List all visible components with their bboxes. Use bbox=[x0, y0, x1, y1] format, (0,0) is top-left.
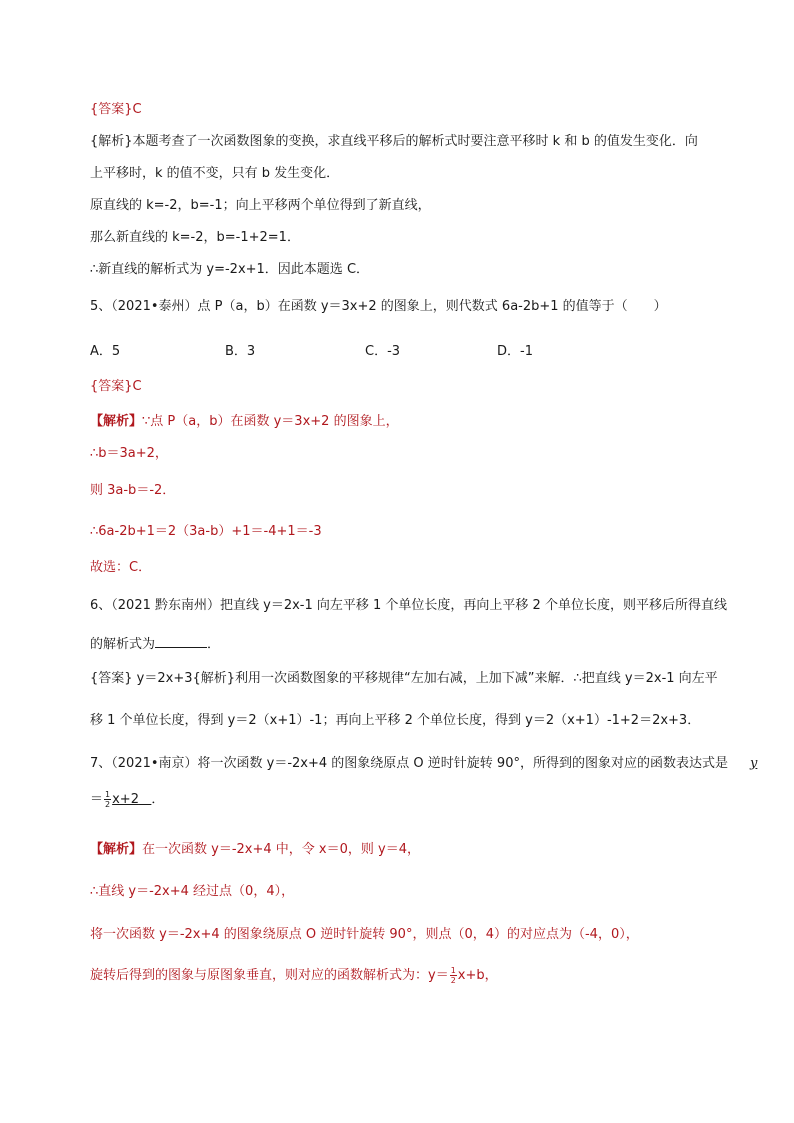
q7-solution-line-4: 旋转后得到的图象与原图象垂直，则对应的函数解析式为：y＝ $\frac{1}{2}$ x+b， bbox=[90, 966, 498, 985]
q5-solution-line-4: ∴6a-2b+1＝2（3a-b）+1＝-4+1＝-3 bbox=[90, 524, 322, 539]
q5-option-b: B．3 bbox=[225, 344, 256, 359]
q5-answer: {答案}C bbox=[90, 379, 142, 394]
q7-stem-line-1: 7、（2021•南京）将一次函数 y＝-2x+4 的图象绕原点 O 逆时针旋转 90°，所得到的图象对应的函数表达式是 y bbox=[90, 756, 758, 771]
q7-solution-line-3: 将一次函数 y＝-2x+4 的图象绕原点 O 逆时针旋转 90°，则点（0，4）的对应点为（-4，0）， bbox=[90, 927, 639, 942]
q4-analysis-line-5: ∴新直线的解析式为 y=-2x+1．因此本题选 C． bbox=[90, 262, 370, 277]
q5-solution-line-5: 故选：C． bbox=[90, 560, 152, 575]
q6-stem-line-1: 6、（2021 黔东南州）把直线 y＝2x-1 向左平移 1 个单位长度，再向上平移 2 个单位长度，则平移后所得直线 bbox=[90, 598, 727, 613]
q4-analysis-line-4: 那么新直线的 k=-2，b=-1+2=1． bbox=[90, 230, 300, 245]
q7-solution-fraction: $\frac{1}{2}$ bbox=[450, 966, 456, 985]
q4-analysis-line-3: 原直线的 k=-2，b=-1；向上平移两个单位得到了新直线， bbox=[90, 198, 431, 213]
q5-solution-label: 【解析】 bbox=[90, 414, 143, 429]
q7-solution-line-1: 【解析】在一次函数 y＝-2x+4 中，令 x＝0，则 y＝4， bbox=[90, 842, 420, 857]
q4-analysis-line-1: {解析}本题考查了一次函数图象的变换，求直线平移后的解析式时要注意平移时 k 和 b 的值发生变化．向 bbox=[90, 134, 698, 149]
q5-solution-line-3: 则 3a-b＝-2． bbox=[90, 483, 176, 498]
q4-answer: {答案}C bbox=[90, 102, 142, 117]
q6-stem-line-2: 的解析式为 ． bbox=[90, 633, 220, 654]
q4-analysis-line-2: 上平移时，k 的值不变，只有 b 发生变化． bbox=[90, 166, 340, 181]
q7-solution-label: 【解析】 bbox=[90, 842, 143, 857]
q7-answer-line: ＝ $\frac{1}{2}$ x+2 ． bbox=[90, 790, 165, 809]
q5-solution-line-1: 【解析】∵点 P（a，b）在函数 y＝3x+2 的图象上， bbox=[90, 414, 399, 429]
q6-answer-blank bbox=[155, 633, 207, 648]
q6-analysis-line-2: 移 1 个单位长度，得到 y＝2（x+1）-1；再向上平移 2 个单位长度，得到 y＝2（x+1）-1+2＝2x+3． bbox=[90, 713, 701, 728]
q5-stem: 5、（2021•泰州）点 P（a，b）在函数 y＝3x+2 的图象上，则代数式 6a-2b+1 的值等于（ ） bbox=[90, 299, 667, 314]
q5-option-c: C．-3 bbox=[365, 344, 401, 359]
q7-answer-y: y bbox=[749, 756, 758, 771]
q5-option-d: D．-1 bbox=[497, 344, 533, 359]
q6-analysis-line-1: {答案} y＝2x+3{解析}利用一次函数图象的平移规律“左加右减，上加下减”来解．∴把直线 y＝2x-1 向左平 bbox=[90, 671, 718, 686]
q5-solution-line-2: ∴b＝3a+2， bbox=[90, 446, 168, 461]
q7-solution-line-2: ∴直线 y＝-2x+4 经过点（0，4）， bbox=[90, 884, 295, 899]
q7-answer-fraction: $\frac{1}{2}$ bbox=[105, 790, 111, 809]
q5-option-a: A．5 bbox=[90, 344, 121, 359]
